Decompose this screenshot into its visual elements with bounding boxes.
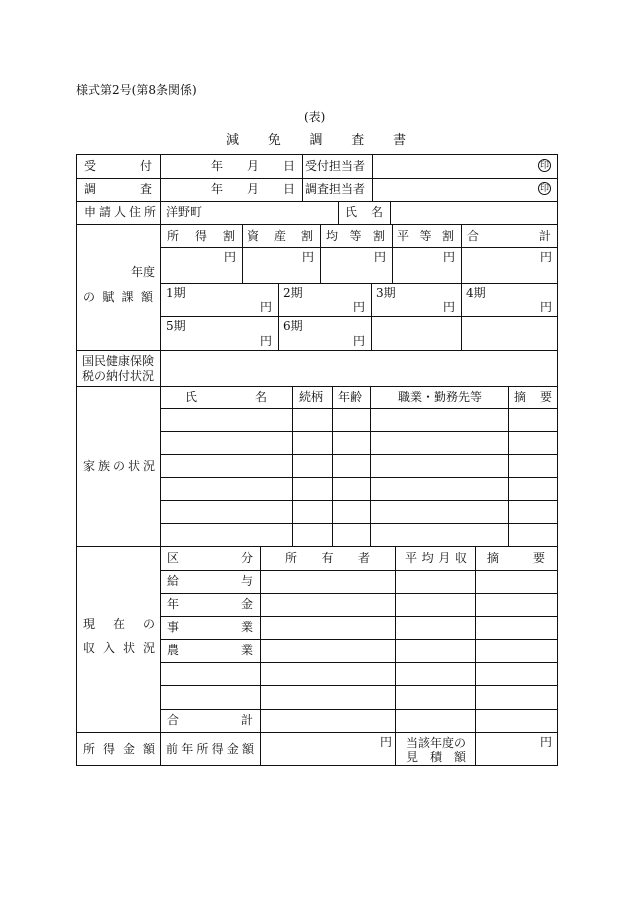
current-estimate-label-line1: 当該年度の — [406, 736, 467, 750]
page-title: 減 免 調 査 書 — [226, 133, 406, 148]
tax-per-capita-yen: 円 — [374, 250, 387, 264]
investigation-label: 調 査 — [84, 182, 152, 196]
applicant-name-label: 氏 名 — [345, 205, 383, 219]
income-row-agriculture: 農 業 — [167, 643, 253, 657]
reception-label: 受 付 — [84, 159, 152, 173]
income-row-salary: 給 与 — [167, 574, 253, 588]
tax-assessment-label: の 賦 課 額 — [83, 290, 153, 304]
investigation-date-field[interactable]: 年 月 日 — [211, 182, 295, 196]
tax-period-1-yen: 円 — [260, 300, 273, 314]
reception-seal-icon: 印 — [539, 161, 549, 171]
income-header-owner: 所 有 者 — [285, 551, 370, 565]
income-row-pension: 年 金 — [167, 597, 253, 611]
tax-period-3: 3期 — [376, 286, 396, 300]
income-header-monthly: 平 均 月 収 — [405, 551, 467, 565]
tax-period-2: 2期 — [283, 286, 303, 300]
tax-header-asset: 資 産 割 — [247, 229, 313, 243]
family-header-relation: 続柄 — [299, 390, 324, 404]
income-header-remarks: 摘 要 — [487, 551, 545, 565]
income-header-category: 区 分 — [167, 551, 253, 565]
tax-income-yen: 円 — [224, 250, 237, 264]
current-estimate-label-line2: 見 積 額 — [406, 750, 466, 764]
applicant-address-value[interactable]: 洋野町 — [166, 205, 203, 219]
income-row-total: 合 計 — [167, 713, 253, 727]
family-header-occupation: 職業・勤務先等 — [398, 390, 483, 404]
tax-asset-yen: 円 — [302, 250, 315, 264]
income-row-business: 事 業 — [167, 620, 253, 634]
income-amount-label: 所 得 金 額 — [83, 742, 155, 756]
tax-header-total: 合 計 — [467, 229, 551, 243]
form-number: 様式第2号(第8条関係) — [76, 83, 197, 97]
tax-header-income: 所 得 割 — [167, 229, 235, 243]
tax-period-5: 5期 — [166, 319, 186, 333]
tax-period-6-yen: 円 — [353, 334, 366, 348]
payment-status-label-line1: 国民健康保険 — [82, 354, 155, 368]
applicant-address-label: 申 請 人 住 所 — [84, 205, 156, 219]
reception-date-field[interactable]: 年 月 日 — [211, 159, 295, 173]
prev-income-label: 前 年 所 得 金 額 — [166, 742, 254, 756]
tax-period-1: 1期 — [166, 286, 186, 300]
income-label-line2: 収 入 状 況 — [83, 641, 155, 655]
tax-total-yen: 円 — [540, 250, 553, 264]
tax-equal-yen: 円 — [443, 250, 456, 264]
tax-period-6: 6期 — [283, 319, 303, 333]
side-label: (表) — [304, 110, 326, 124]
payment-status-label-line2: 税の納付状況 — [82, 369, 155, 383]
family-header-remarks: 摘 要 — [514, 390, 552, 404]
tax-period-4-yen: 円 — [540, 300, 553, 314]
income-label-line1: 現 在 の — [83, 617, 155, 631]
investigation-seal-icon: 印 — [539, 184, 549, 194]
tax-period-2-yen: 円 — [353, 300, 366, 314]
family-header-name: 氏 名 — [185, 390, 267, 404]
reception-staff-label: 受付担当者 — [305, 159, 366, 173]
tax-period-3-yen: 円 — [443, 300, 456, 314]
family-label: 家 族 の 状 況 — [83, 459, 155, 473]
investigation-staff-label: 調査担当者 — [305, 182, 366, 196]
tax-header-equal: 平 等 割 — [397, 229, 454, 243]
tax-year-label: 年度 — [131, 265, 156, 279]
current-estimate-yen: 円 — [540, 735, 553, 749]
tax-period-5-yen: 円 — [260, 334, 273, 348]
prev-income-yen: 円 — [380, 735, 393, 749]
tax-period-4: 4期 — [466, 286, 486, 300]
family-header-age: 年齢 — [338, 390, 363, 404]
tax-header-per-capita: 均 等 割 — [326, 229, 385, 243]
